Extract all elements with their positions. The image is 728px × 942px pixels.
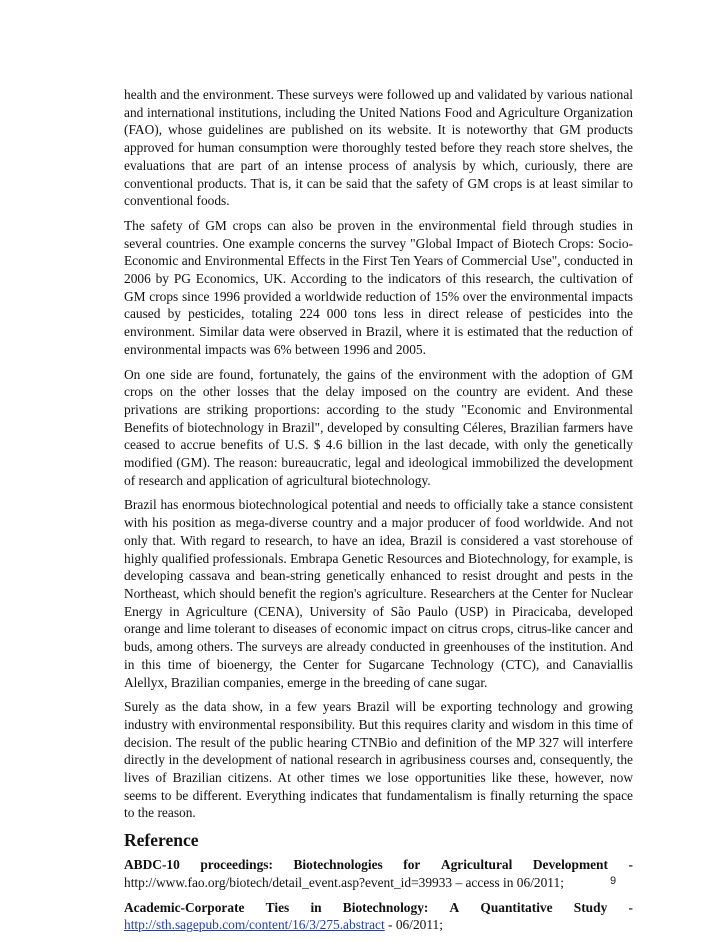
reference-heading: Reference — [124, 830, 199, 851]
reference-item-2 — [124, 899, 633, 934]
reference-title-word: for — [403, 857, 421, 873]
reference-title-word: ABDC-10 — [124, 857, 180, 873]
reference-title-word: proceedings: — [200, 857, 273, 873]
body-paragraph-4: Brazil has enormous biotechnological potential and needs to officially take a stance consistent with his position as mega-diverse country and a major producer of food worldwide. And not only that. With regard to research, to have an idea, Brazil is considered a vast storehouse of highly qualified professionals. Embrapa Genetic Resources and Biotechnology, for example, is developing cassava and bean-string genetically enhanced to resist drought and pests in the Northeast, which should benefit the region's agriculture. Researchers at the Center for Nuclear Energy in Agriculture (CENA), University of São Paulo (USP) in Piracicaba, developed orange and lime tolerant to diseases of economic impact on citrus crops, citrus-like cancer and buds, among others. The surveys are already conducted in greenhouses of the institution. And in this time of bioenergy, the Center for Sugarcane Technology (CTC), and Canaviallis Alellyx, Brazilian companies, emerge in the breeding of cane sugar. — [124, 497, 633, 690]
reference-title-word: Academic-Corporate — [124, 899, 245, 915]
reference-source-text: http://www.fao.org/biotech/detail_event.asp?event_id=39933 – access in 06/2011; — [124, 874, 564, 890]
reference-link[interactable]: http://sth.sagepub.com/content/16/3/275.abstract — [124, 917, 385, 933]
body-paragraph-1: health and the environment. These surveys were followed up and validated by various national and international institutions, including the United Nations Food and Agriculture Organization (FAO), whose guidelines are published on its website. It is noteworthy that GM products approved for human consumption were thoroughly tested before they reach store shelves, the evaluations that are part of an intense process of analysis by which, curiously, there are conventional products. That is, it can be said that the safety of GM crops is at least similar to conventional foods. — [124, 87, 633, 209]
reference-title-word: Agricultural — [440, 857, 513, 873]
reference-title — [124, 899, 633, 917]
document-page — [124, 86, 633, 941]
reference-item-1 — [124, 856, 633, 891]
reference-title — [124, 856, 633, 874]
reference-title-word: Development — [532, 857, 608, 873]
reference-title-word: Quantitative — [480, 899, 553, 915]
reference-title-word: - — [628, 899, 633, 915]
reference-source — [124, 874, 633, 892]
page-number: 9 — [610, 875, 617, 887]
reference-title-word: in — [310, 899, 322, 915]
body-paragraph-2: The safety of GM crops can also be proven in the environmental field through studies in several countries. One example concerns the survey "Global Impact of Biotech Crops: Socio-Economic and Environmental Effects in the First Ten Years of Commercial Use", conducted in 2006 by PG Economics, UK. According to the indicators of this research, the cultivation of GM crops since 1996 provided a worldwide reduction of 15% over the environmental impacts caused by pesticides, totaling 224 000 tons less in direct release of pesticides into the environment. Similar data were observed in Brazil, where it is estimated that the reduction of environmental impacts was 6% between 1996 and 2005. — [124, 217, 633, 357]
reference-title-word: Ties — [265, 899, 290, 915]
reference-title-word: A — [449, 899, 460, 915]
reference-source-suffix: - 06/2011; — [384, 917, 443, 933]
reference-title-word: Biotechnologies — [293, 857, 383, 873]
reference-title-word: - — [628, 857, 633, 873]
body-paragraph-5: Surely as the data show, in a few years Brazil will be exporting technology and growing industry with environmental responsibility. But this requires clarity and wisdom in this time of decision. The result of the public hearing CTNBio and definition of the MP 327 will interfere directly in the development of national research in agribusiness courses and, consequently, the lives of Brazilian citizens. At other times we lose opportunities like these, however, now seems to be different. Everything indicates that fundamentalism is finally returning the space to the reason. — [124, 699, 633, 821]
body-paragraph-3: On one side are found, fortunately, the gains of the environment with the adoption of GM crops on the other losses that the delay imposed on the country are evident. And these privations are striking proportions: according to the study "Economic and Environmental Benefits of biotechnology in Brazil", developed by consulting Céleres, Brazilian farmers have ceased to accrue benefits of U.S. $ 4.6 billion in the last decade, with only the genetically modified (GM). The reason: bureaucratic, legal and ideological immobilized the development of research and application of agricultural biotechnology. — [124, 366, 633, 488]
reference-title-word: Study — [573, 899, 608, 915]
reference-title-word: Biotechnology: — [342, 899, 429, 915]
reference-source — [124, 916, 633, 934]
